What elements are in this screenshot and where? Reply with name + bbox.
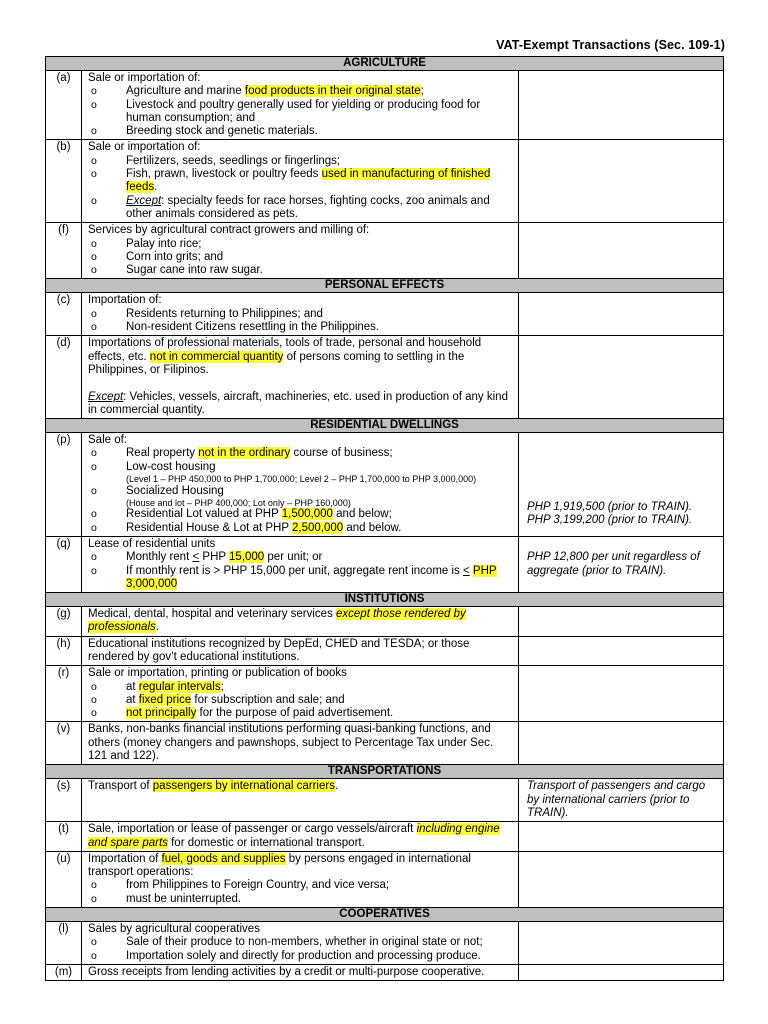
text-line [88, 823, 514, 850]
text-line [88, 638, 514, 665]
section-heading: COOPERATIVES [46, 908, 724, 922]
row-description [82, 636, 519, 666]
bullet-item [88, 308, 514, 321]
text-segment: Gross receipts from lending activities by a credit or multi-purpose cooperative. [88, 965, 485, 978]
text-segment: Low-cost housing [126, 460, 216, 473]
text-segment: Sale or importation, printing or publication of books [88, 667, 347, 680]
text-segment: Fish, prawn, livestock or poultry feeds [126, 168, 322, 181]
text-segment: PHP [199, 551, 230, 564]
table-row [46, 433, 724, 537]
exception-label: Except [126, 194, 162, 207]
text-segment: per unit; or [264, 551, 323, 564]
text-segment: Breeding stock and genetic materials. [126, 125, 318, 138]
row-key: (v) [46, 722, 82, 765]
bullet-item [88, 85, 514, 98]
spacer [527, 538, 719, 551]
text-segment: Fertilizers, seeds, seedlings or fingerlings; [126, 154, 341, 167]
table-row [46, 851, 724, 907]
note-text: PHP 1,919,500 (prior to TRAIN). [527, 500, 693, 513]
text-segment: Sale of: [88, 434, 127, 447]
text-line [88, 294, 514, 307]
row-note [519, 536, 724, 592]
highlighted-text: PHP 3,000,000 [126, 564, 497, 590]
text-segment: Agriculture and marine [126, 85, 245, 98]
table-row [46, 293, 724, 336]
row-description [82, 433, 519, 537]
text-segment: Transport of [88, 780, 153, 793]
section-header-row [46, 57, 724, 71]
bullet-item [88, 168, 514, 195]
text-segment: (House and lot – PHP 400,000; Lot only – PHP 160,000) [126, 497, 351, 508]
bullet-item [88, 893, 514, 906]
row-key: (m) [46, 964, 82, 980]
text-segment: . [154, 181, 158, 194]
text-segment: for subscription and sale; and [191, 693, 345, 706]
bullet-item [88, 694, 514, 707]
bullet-item [88, 950, 514, 963]
text-segment: . [334, 780, 339, 793]
text-segment: (Level 1 – PHP 450,000 to PHP 1,700,000; Level 2 – PHP 1,700,000 to PHP 3,000,000) [126, 474, 477, 485]
text-segment: Medical, dental, hospital and veterinary services [88, 608, 337, 621]
row-key: (g) [46, 607, 82, 637]
text-line [88, 538, 514, 551]
row-note [519, 779, 724, 822]
row-note [519, 140, 724, 223]
bullet-item [88, 447, 514, 460]
text-segment: Sale or importation of: [88, 141, 201, 154]
row-key: (b) [46, 140, 82, 223]
text-segment: Residential House & Lot at PHP [126, 521, 292, 534]
spacer [88, 807, 514, 820]
note-text: Transport of passengers and cargo by international carriers (prior to TRAIN). [527, 780, 706, 819]
text-segment: ; [220, 680, 224, 693]
text-line [88, 72, 514, 85]
row-key: (p) [46, 433, 82, 537]
text-segment: Educational institutions recognized by DepEd, CHED and TESDA; or those rendered by gov’t educational institutions. [88, 637, 470, 663]
text-segment: Sugar cane into raw sugar. [126, 264, 263, 277]
text-line [88, 966, 514, 979]
text-line [88, 224, 514, 237]
text-segment: at [126, 680, 139, 693]
bullet-item [88, 99, 514, 126]
text-segment: ; [420, 85, 424, 98]
row-description [82, 666, 519, 722]
text-line [88, 391, 514, 418]
text-segment: Importations of professional materials, tools of trade, personal and household effects, etc. [88, 337, 482, 363]
row-note [519, 607, 724, 637]
row-description [82, 779, 519, 822]
text-segment: and below. [343, 521, 402, 534]
spacer [527, 474, 719, 487]
row-description [82, 223, 519, 279]
highlighted-text: fuel, goods and supplies [161, 852, 286, 865]
text-line [88, 853, 514, 880]
spacer [527, 487, 719, 500]
row-note [519, 964, 724, 980]
row-note [519, 433, 724, 537]
row-note [519, 293, 724, 336]
row-description [82, 851, 519, 907]
highlighted-text: 2,500,000 [292, 521, 344, 534]
text-segment: for the purpose of paid advertisement. [196, 707, 394, 720]
text-segment: Sale, importation or lease of passenger or cargo vessels/aircraft [88, 823, 417, 836]
table-row [46, 964, 724, 980]
row-note [519, 71, 724, 140]
text-line [88, 141, 514, 154]
note-text: PHP 3,199,200 (prior to TRAIN). [527, 513, 693, 526]
text-segment: and below; [332, 508, 392, 521]
text-segment: Palay into rice; [126, 237, 202, 250]
row-note [519, 666, 724, 722]
bullet-item [88, 508, 514, 521]
text-segment: Corn into grits; and [126, 250, 224, 263]
table-row [46, 536, 724, 592]
bullet-item [88, 251, 514, 264]
row-key: (r) [46, 666, 82, 722]
text-line [88, 723, 514, 763]
text-segment: < [192, 551, 200, 564]
highlighted-text: except those rendered by professionals [88, 608, 466, 634]
row-note [519, 223, 724, 279]
fine-print [88, 474, 514, 485]
row-key: (h) [46, 636, 82, 666]
row-description [82, 822, 519, 852]
table-body [46, 57, 724, 981]
fine-print [88, 498, 514, 509]
text-segment: < [463, 564, 470, 577]
text-segment: : specialty feeds for race horses, fighting cocks, zoo animals and other animals considered as pets. [126, 194, 490, 220]
text-segment: Lease of residential units [88, 537, 216, 550]
section-heading: PERSONAL EFFECTS [46, 279, 724, 293]
row-description [82, 336, 519, 419]
text-line [88, 337, 514, 377]
bullet-item [88, 264, 514, 277]
section-heading: RESIDENTIAL DWELLINGS [46, 419, 724, 433]
text-segment: Sales by agricultural cooperatives [88, 923, 260, 936]
row-key: (a) [46, 71, 82, 140]
section-heading: TRANSPORTATIONS [46, 765, 724, 779]
section-heading: AGRICULTURE [46, 57, 724, 71]
text-segment: for domestic or international transport. [167, 836, 365, 849]
highlighted-text: not in the ordinary [198, 447, 291, 460]
text-segment: Banks, non-banks financial institutions performing quasi-banking functions, and others (money changers and pawnshops, subject to Percentage Tax under Sec. 121 and 122). [88, 723, 494, 763]
text-segment: Sale of their produce to non-members, whether in original state or not; [126, 936, 483, 949]
text-line [88, 608, 514, 635]
row-description [82, 536, 519, 592]
highlighted-text: 15,000 [229, 551, 265, 564]
bullet-item [88, 565, 514, 592]
row-key: (t) [46, 822, 82, 852]
text-line [88, 434, 514, 447]
text-segment: Importation solely and directly for production and processing produce. [126, 949, 481, 962]
bullet-item [88, 125, 514, 138]
row-key: (u) [46, 851, 82, 907]
section-header-row [46, 765, 724, 779]
text-line [88, 923, 514, 936]
section-header-row [46, 419, 724, 433]
table-row [46, 779, 724, 822]
text-segment: Sale or importation of: [88, 72, 201, 84]
row-description [82, 293, 519, 336]
row-description [82, 922, 519, 965]
bullet-item [88, 461, 514, 474]
bullet-item [88, 551, 514, 564]
row-key: (l) [46, 922, 82, 965]
spacer [527, 461, 719, 474]
spacer [527, 447, 719, 460]
exception-label: Except [88, 390, 124, 403]
highlighted-text: regular intervals [138, 680, 221, 693]
text-segment: of persons coming to settling in the Philippines, or Filipinos. [88, 350, 465, 376]
text-segment: Residential Lot valued at PHP [126, 508, 282, 521]
text-segment: course of business; [290, 447, 393, 460]
table-row [46, 223, 724, 279]
row-key: (d) [46, 336, 82, 419]
row-note [519, 636, 724, 666]
row-key: (c) [46, 293, 82, 336]
table-row [46, 722, 724, 765]
table-row [46, 336, 724, 419]
table-row [46, 922, 724, 965]
section-header-row [46, 593, 724, 607]
section-heading: INSTITUTIONS [46, 593, 724, 607]
text-segment: : Vehicles, vessels, aircraft, machineries, etc. used in production of any kind in commercial quantity. [88, 390, 508, 416]
text-segment: Importation of [88, 852, 162, 865]
text-segment: at [126, 693, 139, 706]
row-note [519, 851, 724, 907]
table-row [46, 607, 724, 637]
vat-exempt-table [45, 56, 724, 981]
text-segment: Socialized Housing [126, 484, 224, 497]
bullet-item [88, 155, 514, 168]
bullet-item [88, 321, 514, 334]
row-key: (q) [46, 536, 82, 592]
row-note [519, 336, 724, 419]
table-row [46, 636, 724, 666]
table-row [46, 822, 724, 852]
row-key: (s) [46, 779, 82, 822]
row-description [82, 722, 519, 765]
text-segment: Non-resident Citizens resettling in the Philippines. [126, 321, 380, 334]
row-description [82, 964, 519, 980]
document-title: VAT-Exempt Transactions (Sec. 109-1) [496, 38, 725, 52]
bullet-item [88, 707, 514, 720]
bullet-item [88, 522, 514, 535]
highlighted-text: fixed price [138, 693, 192, 706]
text-segment: If monthly rent is > PHP 15,000 per unit, aggregate rent income is [126, 564, 463, 577]
text-segment: must be uninterrupted. [126, 892, 242, 905]
row-key: (f) [46, 223, 82, 279]
bullet-item [88, 681, 514, 694]
text-segment: Residents returning to Philippines; and [126, 307, 323, 320]
bullet-item [88, 879, 514, 892]
note-text: PHP 12,800 per unit regardless of aggregate (prior to TRAIN). [527, 551, 700, 577]
text-segment: Importation of: [88, 294, 162, 307]
table-row [46, 666, 724, 722]
spacer [527, 434, 719, 447]
section-header-row [46, 908, 724, 922]
text-segment: Monthly rent [126, 551, 193, 564]
row-description [82, 140, 519, 223]
text-segment: . [155, 621, 159, 634]
bullet-item [88, 238, 514, 251]
bullet-item [88, 195, 514, 222]
text-segment: Real property [126, 447, 199, 460]
row-description [82, 71, 519, 140]
text-line [88, 780, 514, 793]
table-row [46, 140, 724, 223]
bullet-item [88, 485, 514, 498]
highlighted-text: 1,500,000 [281, 508, 333, 521]
text-segment: Livestock and poultry generally used for yielding or producing food for human consumption; and [126, 98, 481, 124]
spacer [88, 794, 514, 807]
section-header-row [46, 279, 724, 293]
text-segment: by persons engaged in international transport operations: [88, 852, 471, 879]
row-note [519, 822, 724, 852]
bullet-item [88, 936, 514, 949]
highlighted-text: not principally [126, 707, 197, 720]
row-note [519, 922, 724, 965]
spacer [88, 377, 514, 390]
highlighted-text: including engine and spare parts [88, 823, 500, 849]
highlighted-text: used in manufacturing of finished feeds [126, 168, 491, 194]
row-note [519, 722, 724, 765]
highlighted-text: passengers by international carriers [152, 780, 335, 793]
highlighted-text: not in commercial quantity [149, 350, 284, 363]
text-segment: Services by agricultural contract growers and milling of: [88, 224, 370, 237]
table-row [46, 71, 724, 140]
text-segment: from Philippines to Foreign Country, and vice versa; [126, 879, 390, 892]
highlighted-text: food products in their original state [244, 85, 421, 98]
row-description [82, 607, 519, 637]
text-line [88, 667, 514, 680]
